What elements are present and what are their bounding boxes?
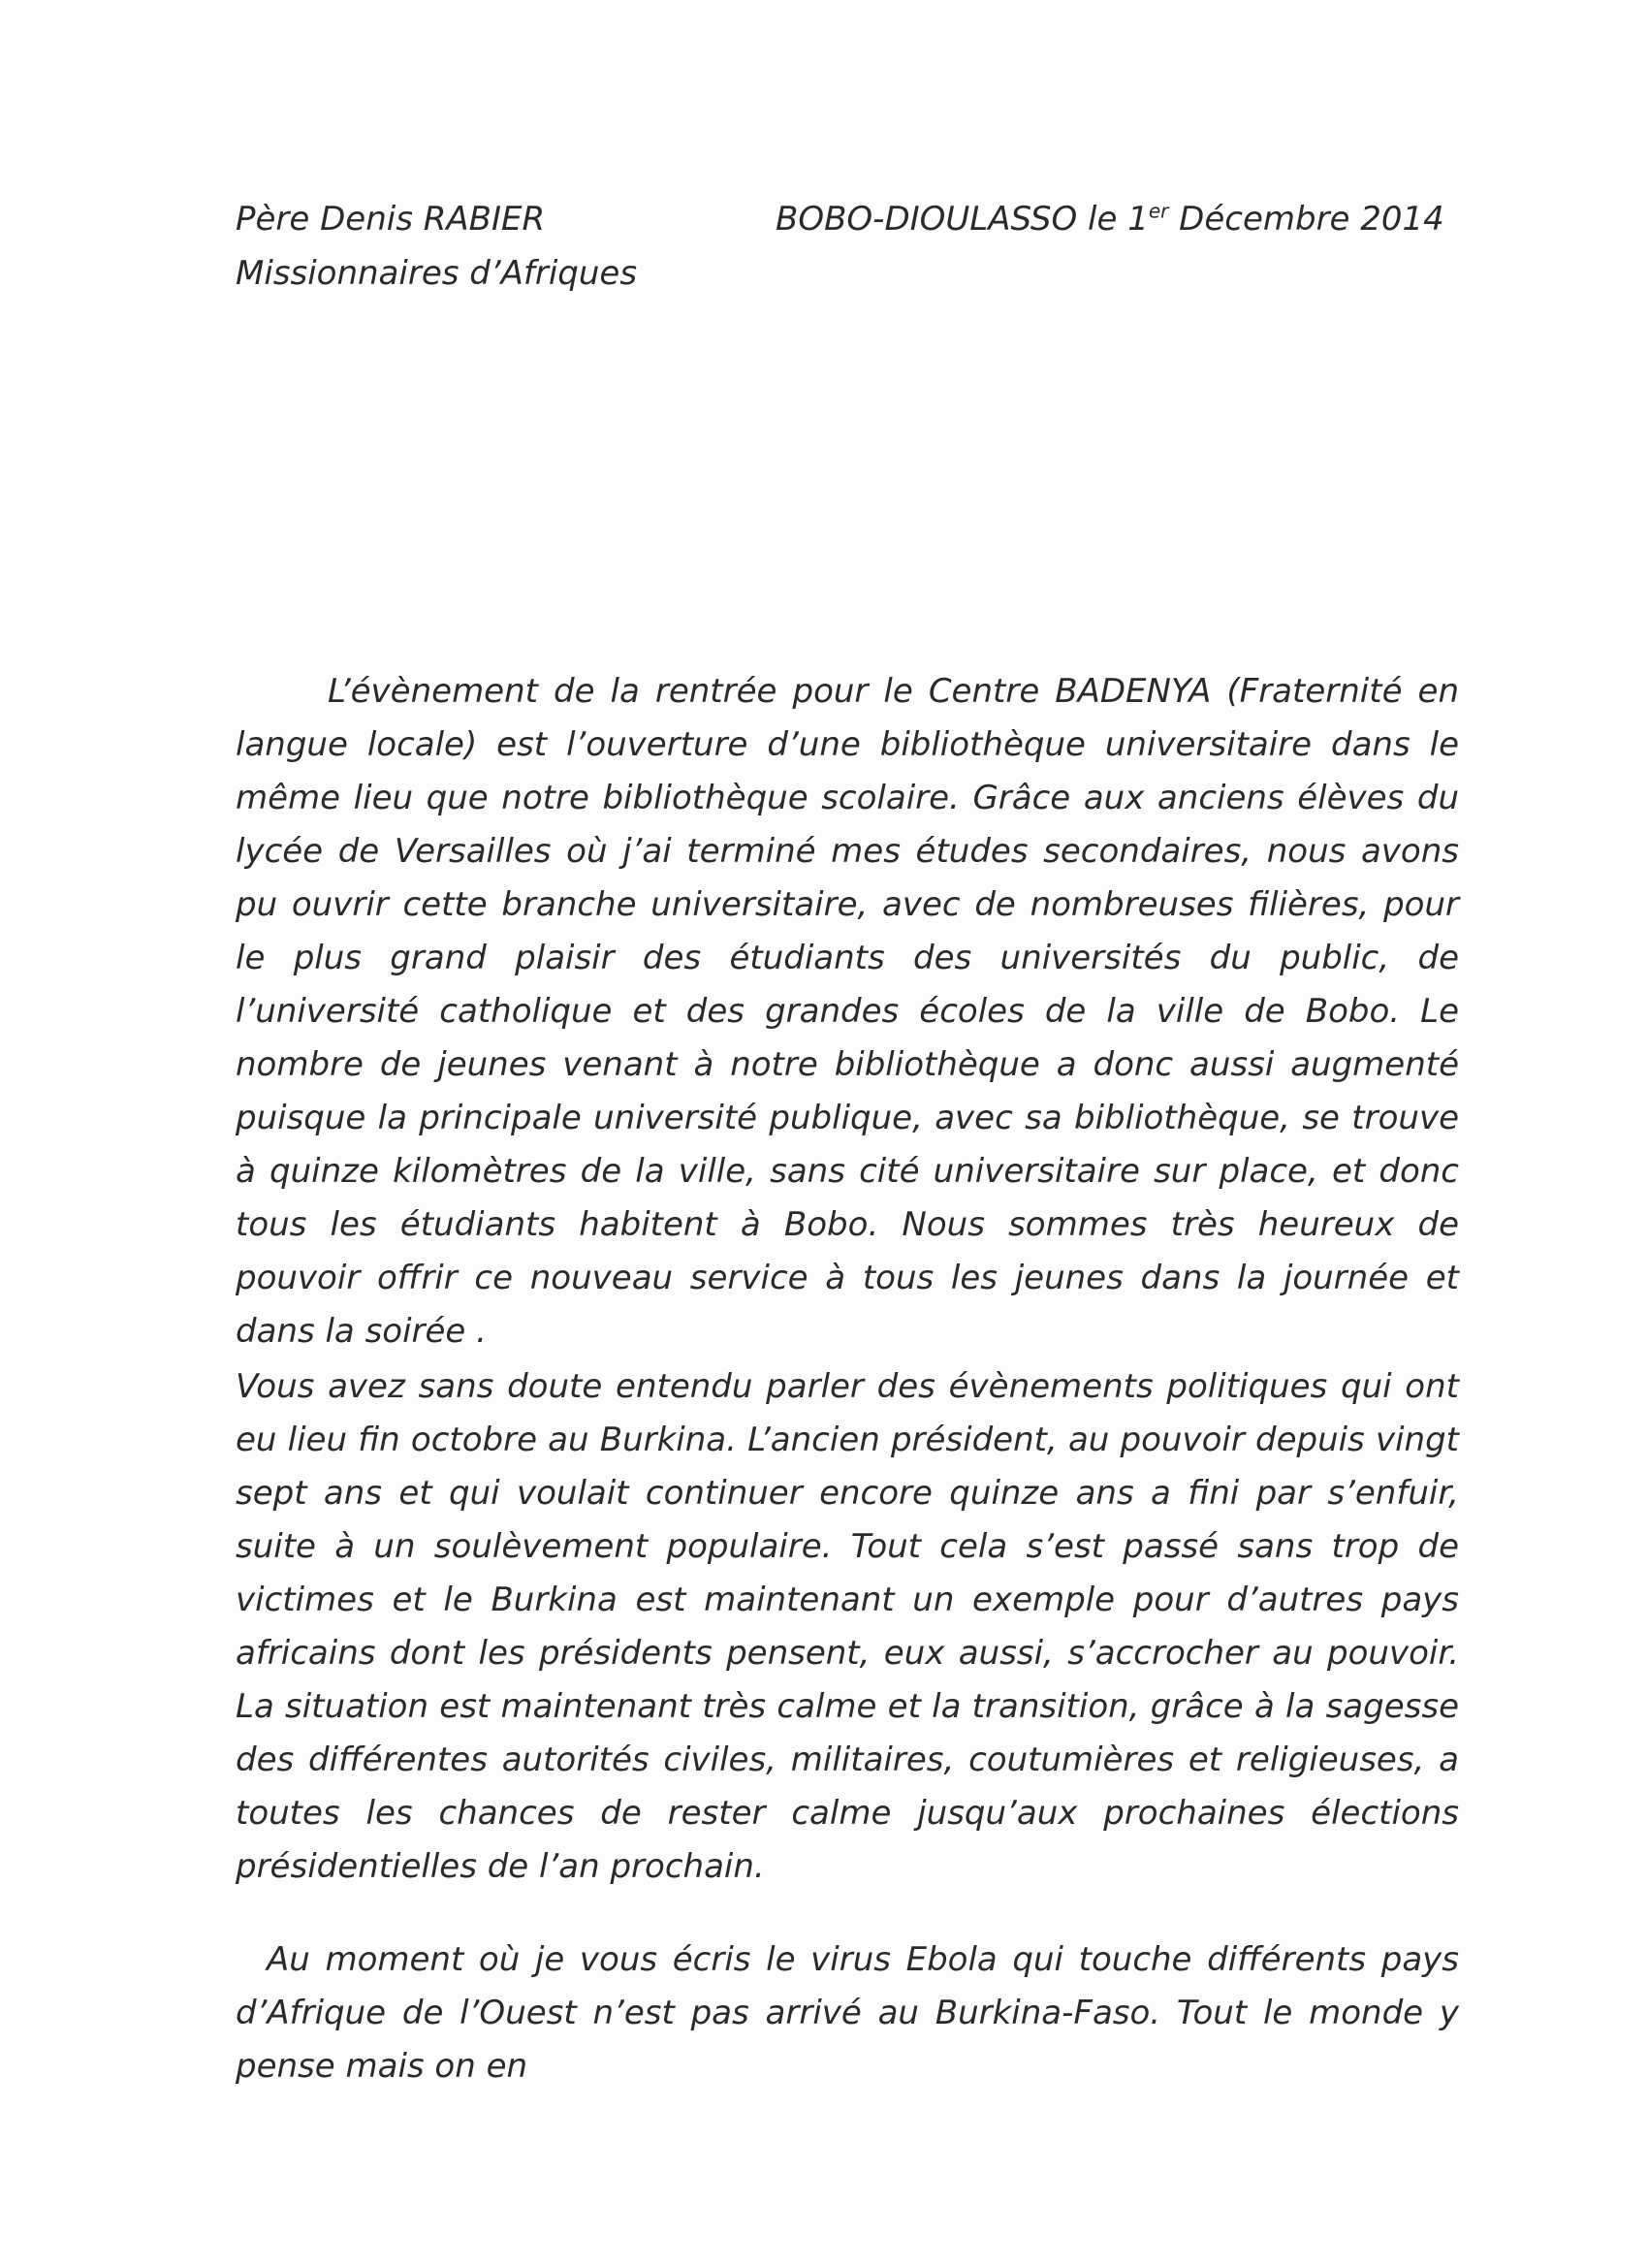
paragraph-library-opening: L’évènement de la rentrée pour le Centre BADENYA (Fraternité en langue locale) est l’ouverture d’une bibliothèque universitaire dans le même lieu que notre bibliothèque scolaire. Grâce aux anciens élèves du lycée de Versailles où j’ai terminé mes études secondaires, nous avons pu ouvrir cette branche universitaire, avec de nombreuses filières, pour le plus grand plaisir des étudiants des universités du public, de l’université catholique et des grandes écoles de la ville de Bobo. Le nombre de jeunes venant à notre bibliothèque a donc aussi augmenté puisque la principale université publique, avec sa bibliothèque, se trouve à quinze kilomètres de la ville, sans cité universitaire sur place, et donc tous les étudiants habitent à Bobo. Nous sommes très heureux de pouvoir offrir ce nouveau service à tous les jeunes dans la journée et dans la soirée .: [236, 672, 1459, 1351]
date-rest: Décembre 2014: [1168, 200, 1444, 239]
sender-organization: Missionnaires d’Afriques: [236, 254, 638, 293]
sender-name: Père Denis RABIER: [236, 200, 546, 239]
date-line: [776, 192, 1444, 246]
sender-block: [236, 192, 637, 301]
date-place: BOBO-DIOULASSO le 1: [776, 200, 1149, 239]
paragraph-ebola: Au moment où je vous écris le virus Ebola qui touche différents pays d’Afrique de l’Ouest n’est pas arrivé au Burkina-Faso. Tout le monde y pense mais on en: [236, 1940, 1459, 2086]
date-ordinal-suffix: er: [1148, 199, 1169, 223]
paragraph-political-events: Vous avez sans doute entendu parler des évènements politiques qui ont eu lieu fin octobre au Burkina. L’ancien président, au pouvoir depuis vingt sept ans et qui voulait continuer encore quinze ans a fini par s’enfuir, suite à un soulèvement populaire. Tout cela s’est passé sans trop de victimes et le Burkina est maintenant un exemple pour d’autres pays africains dont les présidents pensent, eux aussi, s’accrocher au pouvoir. La situation est maintenant très calme et la transition, grâce à la sagesse des différentes autorités civiles, militaires, coutumières et religieuses, a toutes les chances de rester calme jusqu’aux prochaines élections présidentielles de l’an prochain.: [236, 1367, 1459, 1886]
